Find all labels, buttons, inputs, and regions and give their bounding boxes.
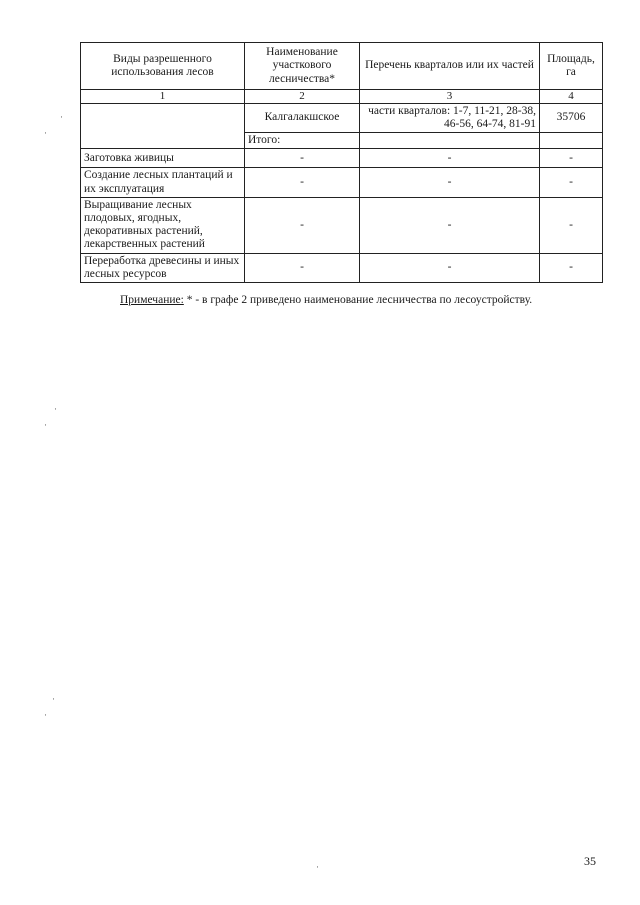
footnote-label: Примечание: [120,294,184,306]
forestry-dash: - [245,149,360,168]
activity-cell: Создание лесных плантаций и их эксплуатация [81,168,245,197]
forestry-dash: - [245,168,360,197]
quarters-dash: - [360,197,540,253]
column-number-row [81,90,603,104]
quarters-dash: - [360,149,540,168]
forestry-data-row [81,103,603,132]
table-row [81,197,603,253]
total-area-cell [540,133,603,149]
total-label: Итого: [245,133,360,149]
land-use-table [80,42,603,283]
footnote-text: * - в графе 2 приведено наименование лесничества по лесоустройству. [183,294,533,306]
activity-cell: Переработка древесины и иных лесных ресурсов [81,253,245,282]
scan-speck: · [54,404,57,414]
area-dash: - [540,149,603,168]
activity-cell: Заготовка живицы [81,149,245,168]
table-row [81,253,603,282]
column-number: 3 [360,90,540,104]
area-dash: - [540,253,603,282]
empty-activity-cell [81,103,245,149]
scan-speck: · [52,694,55,704]
area-dash: - [540,197,603,253]
area-dash: - [540,168,603,197]
activity-cell: Выращивание лесных плодовых, ягодных, декоративных растений, лекарственных растений [81,197,245,253]
quarters-dash: - [360,253,540,282]
total-quarters-cell [360,133,540,149]
page-number: 35 [584,854,596,868]
forestry-name-cell: Калгалакшское [245,103,360,132]
column-number: 4 [540,90,603,104]
scan-speck: · [44,128,47,138]
scan-speck: · [44,710,47,720]
header-land-use: Виды разрешенного использования лесов [81,43,245,90]
forestry-dash: - [245,253,360,282]
column-number: 1 [81,90,245,104]
quarters-dash: - [360,168,540,197]
quarters-cell: части кварталов: 1-7, 11-21, 28-38, 46-56, 64-74, 81-91 [360,103,540,132]
header-quarters: Перечень кварталов или их частей [360,43,540,90]
scan-speck: · [60,112,63,122]
column-number: 2 [245,90,360,104]
scan-speck: · [316,862,319,872]
header-forestry: Наименование участкового лесничества* [245,43,360,90]
area-cell: 35706 [540,103,603,132]
header-area: Площадь, га [540,43,603,90]
table-header-row [81,43,603,90]
forestry-dash: - [245,197,360,253]
table-row [81,168,603,197]
table-row [81,149,603,168]
scan-speck: · [44,420,47,430]
footnote [120,294,532,306]
